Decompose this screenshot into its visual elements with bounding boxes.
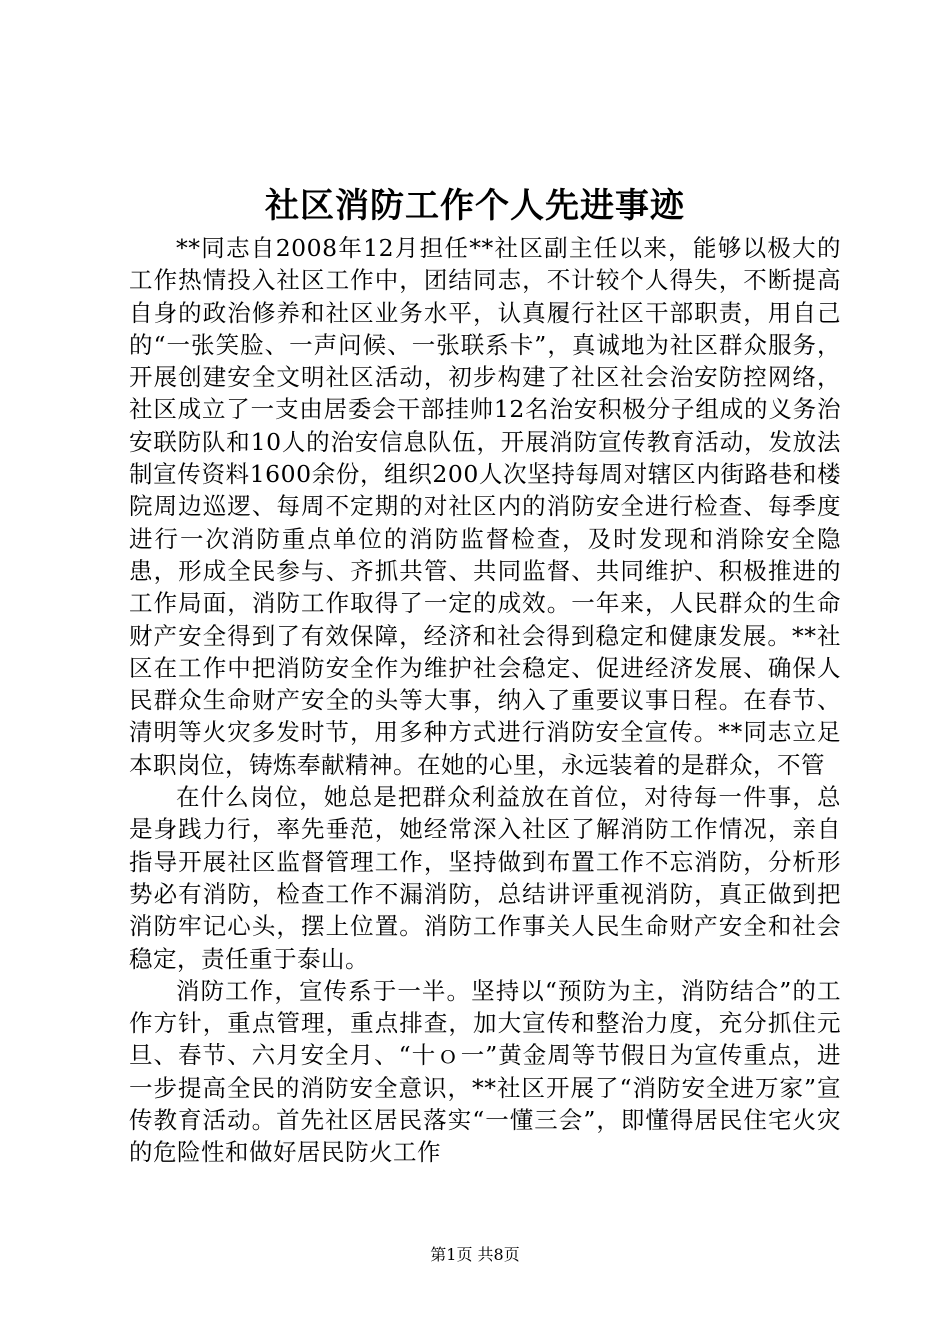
page-footer: 第1页 共8页 — [430, 1245, 520, 1264]
document-title: 社区消防工作个人先进事迹 — [265, 186, 685, 226]
paragraph-1: **同志自2008年12月担任**社区副主任以来，能够以极大的工作热情投入社区工作中，团结同志，不计较个人得失，不断提高自身的政治修养和社区业务水平，认真履行社区干部职责，用自己的“一张笑脸、一声问候、一张联系卡”，真诚地为社区群众服务，开展创建安全文明社区活动，初步构建了社区社会治安防控网络，社区成立了一支由居委会干部挂帅12名治安积极分子组成的义务治安联防队和10人的治安信息队伍，开展消防宣传教育活动，发放法制宣传资料1600余份，组织200人次坚持每周对辖区内街路巷和楼院周边巡逻、每周不定期的对社区内的消防安全进行检查、每季度进行一次消防重点单位的消防监督检查，及时发现和消除安全隐患，形成全民参与、齐抓共管、共同监督、共同维护、积极推进的工作局面，消防工作取得了一定的成效。一年来，人民群众的生命财产安全得到了有效保障，经济和社会得到稳定和健康发展。**社区在工作中把消防安全作为维护社会稳定、促进经济发展、确保人民群众生命财产安全的头等大事，纳入了重要议事日程。在春节、清明等火灾多发时节，用多种方式进行消防安全宣传。**同志立足本职岗位，铸炼奉献精神。在她的心里，永远装着的是群众，不管 — [129, 234, 841, 779]
paragraph-2: 在什么岗位，她总是把群众利益放在首位，对待每一件事，总是身践力行，率先垂范，她经常深入社区了解消防工作情况，亲自指导开展社区监督管理工作，坚持做到布置工作不忘消防，分析形势必有消防，检查工作不漏消防，总结讲评重视消防，真正做到把消防牢记心头，摆上位置。消防工作事关人民生命财产安全和社会稳定，责任重于泰山。 — [129, 783, 841, 973]
paragraph-3: 消防工作，宣传系于一半。坚持以“预防为主，消防结合”的工作方针，重点管理，重点排查，加大宣传和整治力度，充分抓住元旦、春节、六月安全月、“十ｏ一”黄金周等节假日为宣传重点，进一步提高全民的消防安全意识，**社区开展了“消防安全进万家”宣传教育活动。首先社区居民落实“一懂三会”，即懂得居民住宅火灾的危险性和做好居民防火工作 — [129, 976, 841, 1167]
document-body — [129, 232, 841, 1169]
